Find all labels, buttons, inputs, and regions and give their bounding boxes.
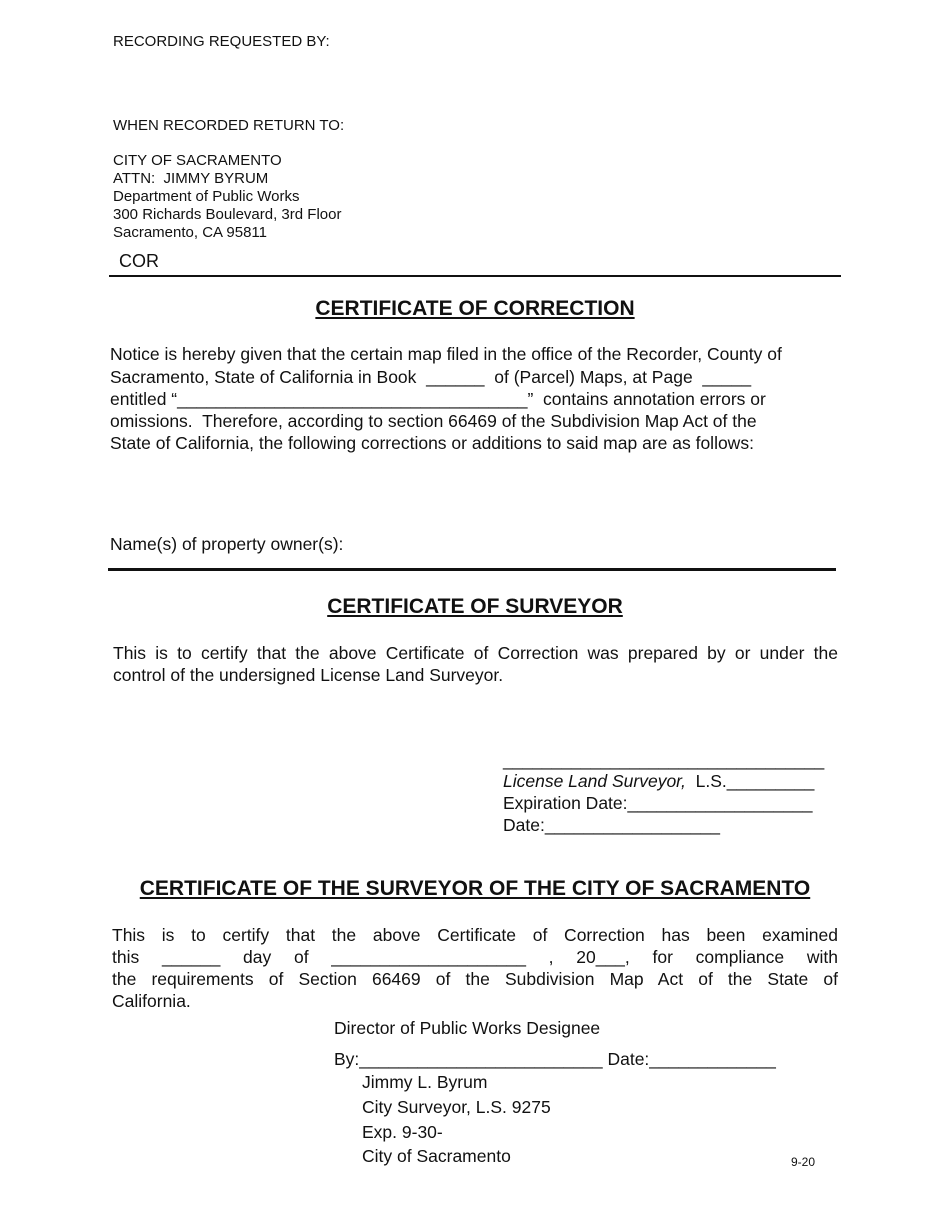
address-line-1: CITY OF SACRAMENTO <box>113 152 282 169</box>
surveyor-license-line <box>503 770 814 792</box>
form-code: 9-20 <box>791 1155 816 1169</box>
address-line-2: ATTN: JIMMY BYRUM <box>113 170 269 187</box>
expiration-date-field: Expiration Date:___________________ <box>503 793 813 813</box>
signer-expiration: Exp. 9-30- <box>362 1122 443 1142</box>
surveyor-line-2: control of the undersigned License Land Surveyor. <box>113 665 504 685</box>
surveyor-line-1: This is to certify that the above Certificate of Correction was prepared by or under the <box>113 643 838 663</box>
city-surveyor-title: CERTIFICATE OF THE SURVEYOR OF THE CITY OF SACRAMENTO <box>139 877 811 900</box>
correction-line-1: Notice is hereby given that the certain map filed in the office of the Recorder, County of <box>110 344 782 364</box>
header-divider <box>109 275 841 277</box>
license-label: License Land Surveyor, <box>503 771 686 791</box>
city-line-1: This is to certify that the above Certificate of Correction has been examined <box>112 925 838 945</box>
correction-line-4: omissions. Therefore, according to section 66469 of the Subdivision Map Act of the <box>110 411 757 431</box>
recorded-return-label: WHEN RECORDED RETURN TO: <box>113 117 345 134</box>
property-owners-label: Name(s) of property owner(s): <box>110 534 344 554</box>
document-code: COR <box>119 251 159 271</box>
city-paragraph <box>112 924 838 1012</box>
signer-title: City Surveyor, L.S. 9275 <box>362 1097 551 1117</box>
correction-line-3: entitled “____________________________________” contains annotation errors or <box>110 389 766 409</box>
address-line-5: Sacramento, CA 95811 <box>113 224 267 241</box>
correction-line-2: Sacramento, State of California in Book ______ of (Parcel) Maps, at Page _____ <box>110 367 752 387</box>
designee-label: Director of Public Works Designee <box>334 1018 601 1038</box>
address-line-4: 300 Richards Boulevard, 3rd Floor <box>113 206 342 223</box>
address-line-3: Department of Public Works <box>113 188 300 205</box>
correction-divider <box>108 568 836 571</box>
recording-requested-label: RECORDING REQUESTED BY: <box>113 33 330 50</box>
by-date-line: By:_________________________ Date:_____________ <box>334 1049 776 1069</box>
surveyor-signature-line: _________________________________ <box>503 750 825 770</box>
signer-organization: City of Sacramento <box>362 1146 511 1166</box>
city-line-3: the requirements of Section 66469 of the Subdivision Map Act of the State of <box>112 969 838 989</box>
surveyor-paragraph <box>113 642 838 686</box>
signer-name: Jimmy L. Byrum <box>362 1072 488 1092</box>
city-line-2: this ______ day of ____________________ , 20___, for compliance with <box>112 947 838 967</box>
correction-line-5: State of California, the following corrections or additions to said map are as follows: <box>110 433 754 453</box>
correction-title: CERTIFICATE OF CORRECTION <box>315 297 635 320</box>
surveyor-title: CERTIFICATE OF SURVEYOR <box>327 595 623 618</box>
license-number-field: L.S._________ <box>685 771 815 791</box>
city-line-4: California. <box>112 991 191 1011</box>
surveyor-date-field: Date:__________________ <box>503 815 721 835</box>
